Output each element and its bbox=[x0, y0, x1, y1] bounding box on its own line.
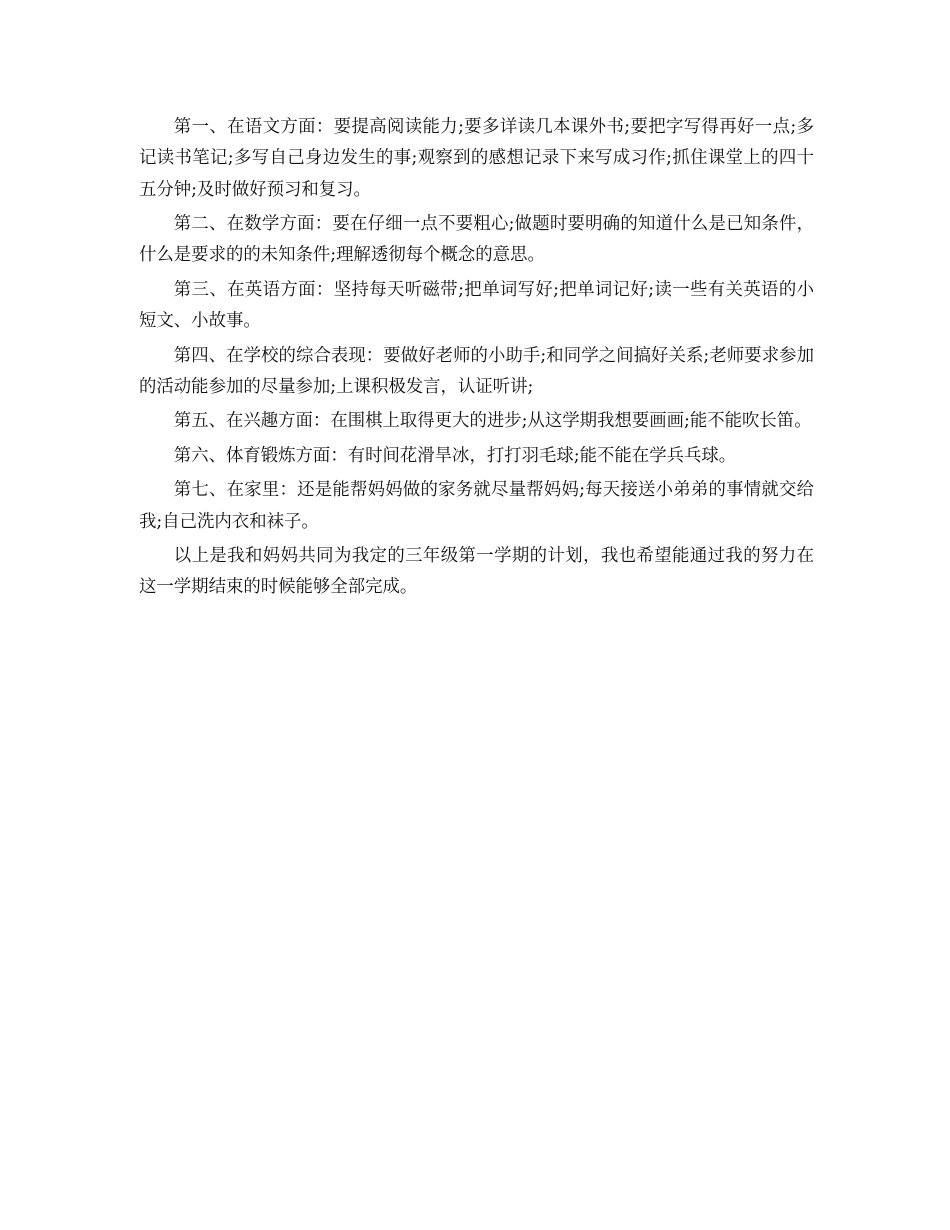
paragraph-school-conduct-plan: 第四、在学校的综合表现：要做好老师的小助手;和同学之间搞好关系;老师要求参加的活动能参加的尽量参加;上课积极发言，认证听讲; bbox=[139, 345, 814, 397]
paragraph-conclusion: 以上是我和妈妈共同为我定的三年级第一学期的计划，我也希望能通过我的努力在这一学期结束的时候能够全部完成。 bbox=[139, 546, 814, 598]
paragraph-math-plan: 第二、在数学方面：要在仔细一点不要粗心;做题时要明确的知道什么是已知条件，什么是要求的的未知条件;理解透彻每个概念的意思。 bbox=[139, 214, 814, 266]
paragraph-home-plan: 第七、在家里：还是能帮妈妈做的家务就尽量帮妈妈;每天接送小弟弟的事情就交给我;自己洗内衣和袜子。 bbox=[139, 480, 814, 532]
paragraph-interest-plan: 第五、在兴趣方面：在围棋上取得更大的进步;从这学期我想要画画;能不能吹长笛。 bbox=[173, 411, 812, 432]
paragraph-sports-plan: 第六、体育锻炼方面：有时间花滑旱冰，打打羽毛球;能不能在学兵乓球。 bbox=[173, 445, 737, 466]
paragraph-chinese-plan: 第一、在语文方面：要提高阅读能力;要多详读几本课外书;要把字写得再好一点;多记读书笔记;多写自己身边发生的事;观察到的感想记录下来写成习作;抓住课堂上的四十五分钟;及时做好预习和复习。 bbox=[139, 117, 814, 200]
paragraph-english-plan: 第三、在英语方面：坚持每天听磁带;把单词写好;把单词记好;读一些有关英语的小短文、小故事。 bbox=[139, 279, 814, 332]
document-body bbox=[139, 112, 814, 607]
